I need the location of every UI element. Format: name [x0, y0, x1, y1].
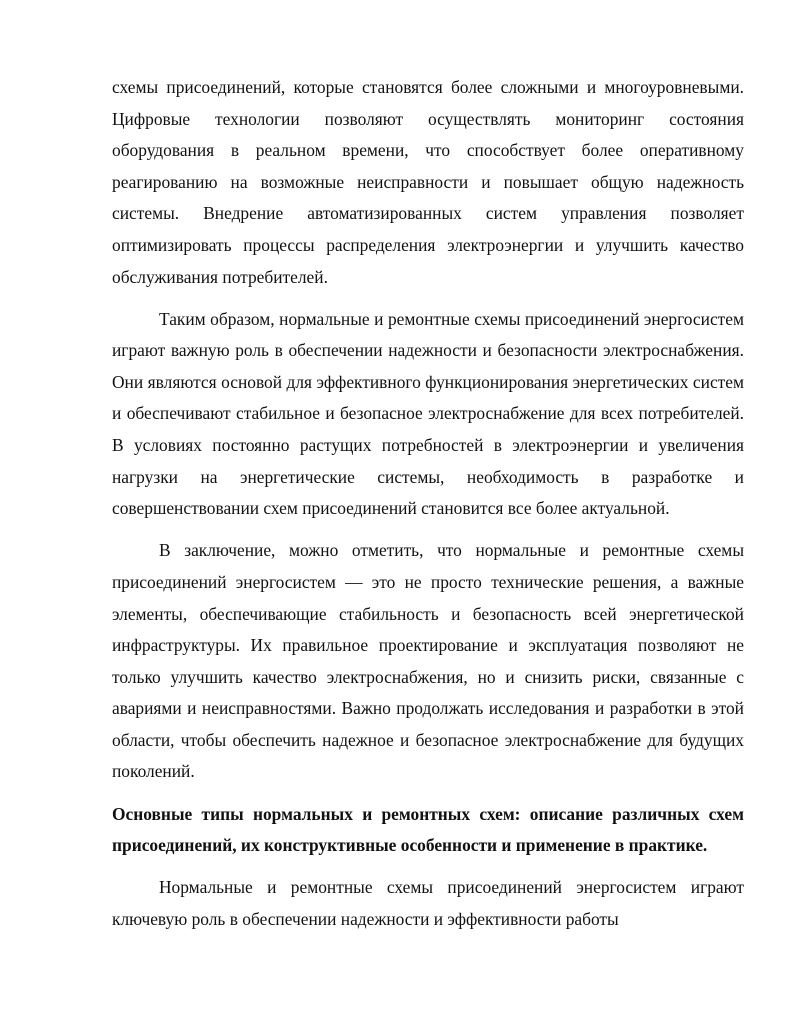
- paragraph-conclusion: В заключение, можно отметить, что нормальные и ремонтные схемы присоединений энергосистем — это не просто технические решения, а важные элементы, обеспечивающие стабильность и безопасность всей энергетической инфраструктуры. Их правильное проектирование и эксплуатация позволяют не только улучшить качество электроснабжения, но и снизить риски, связанные с авариями и неисправностями. Важно продолжать исследования и разработки в этой области, чтобы обеспечить надежное и безопасное электроснабжение для будущих поколений.: [112, 540, 744, 782]
- paragraph-continuation: схемы присоединений, которые становятся более сложными и многоуровневыми. Цифровые технологии позволяют осуществлять мониторинг состояния оборудования в реальном времени, что способствует более оперативному реагированию на возможные неисправности и повышает общую надежность системы. Внедрение автоматизированных систем управления позволяет оптимизировать процессы распределения электроэнергии и улучшить качество обслуживания потребителей.: [112, 77, 744, 287]
- paragraph-summary: Таким образом, нормальные и ремонтные схемы присоединений энергосистем играют важную роль в обеспечении надежности и безопасности электроснабжения. Они являются основой для эффективного функционирования энергетических систем и обеспечивают стабильное и безопасное электроснабжение для всех потребителей. В условиях постоянно растущих потребностей в электроэнергии и увеличения нагрузки на энергетические системы, необходимость в разработке и совершенствовании схем присоединений становится все более актуальной.: [112, 308, 744, 519]
- section-heading: Основные типы нормальных и ремонтных схем: описание различных схем присоединений, их конструктивные особенности и применение в практике.: [112, 803, 744, 856]
- document-page: [112, 72, 744, 946]
- paragraph-section-intro: Нормальные и ремонтные схемы присоединений энергосистем играют ключевую роль в обеспечении надежности и эффективности работы: [112, 877, 744, 929]
